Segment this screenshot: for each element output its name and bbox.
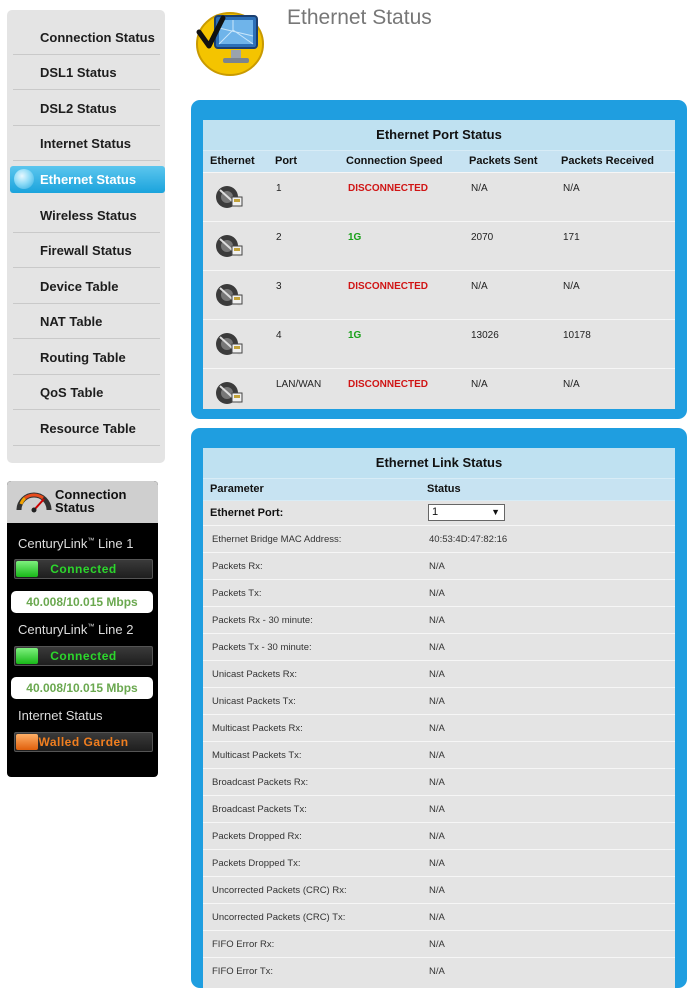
line2-status-badge: Connected <box>14 646 153 666</box>
parameter-value: N/A <box>429 750 445 761</box>
ethernet-cable-icon <box>212 278 246 312</box>
ethernet-cable-icon <box>212 376 246 410</box>
sidebar-item-label: Connection Status <box>40 29 155 45</box>
connection-status-widget <box>7 481 158 777</box>
table-row <box>203 660 675 687</box>
ethernet-cable-icon <box>212 180 246 214</box>
parameter-label: FIFO Error Rx: <box>212 939 275 950</box>
sidebar-item-label: Wireless Status <box>40 207 137 223</box>
sidebar-nav <box>7 10 165 463</box>
sidebar-item-resource-table[interactable] <box>13 411 160 446</box>
widget-header <box>7 481 158 523</box>
parameter-label: Multicast Packets Rx: <box>212 723 303 734</box>
widget-title: Connection Status <box>55 487 127 515</box>
parameter-label: Ethernet Bridge MAC Address: <box>212 534 342 545</box>
column-header: Status <box>427 483 461 495</box>
sidebar-item-label: Ethernet Status <box>40 172 137 187</box>
table-row <box>203 579 675 606</box>
sidebar-item-label: Resource Table <box>40 420 136 436</box>
sidebar-item-label: QoS Table <box>40 384 104 400</box>
parameter-label: Multicast Packets Tx: <box>212 750 302 761</box>
page-title: Ethernet Status <box>287 6 432 29</box>
packets-sent: N/A <box>471 281 488 292</box>
sidebar-item-nat-table[interactable] <box>13 304 160 339</box>
table-row <box>203 876 675 903</box>
packets-received: N/A <box>563 281 580 292</box>
parameter-label: Uncorrected Packets (CRC) Tx: <box>212 912 346 923</box>
status-led <box>16 734 38 750</box>
sidebar-item-label: Firewall Status <box>40 242 132 258</box>
ethernet-port-label: Ethernet Port: <box>210 507 284 519</box>
connection-speed: 1G <box>348 232 362 243</box>
speedometer-icon <box>16 489 52 513</box>
connection-speed: DISCONNECTED <box>348 183 429 194</box>
ethernet-cable-icon <box>212 229 246 263</box>
packets-received: 10178 <box>563 330 591 341</box>
globe-orb-icon <box>14 169 34 189</box>
parameter-value: 40:53:4D:47:82:16 <box>429 534 508 545</box>
sidebar-item-ethernet-status[interactable] <box>10 166 165 193</box>
ethernet-cable-icon <box>212 327 246 361</box>
parameter-value: N/A <box>429 588 445 599</box>
parameter-value: N/A <box>429 642 445 653</box>
table-header <box>203 478 675 500</box>
parameter-label: Packets Rx - 30 minute: <box>212 615 313 626</box>
table-row <box>203 368 675 417</box>
packets-sent: N/A <box>471 379 488 390</box>
line1-status-badge: Connected <box>14 559 153 579</box>
sidebar-item-label: DSL2 Status <box>40 100 117 116</box>
parameter-label: Packets Tx - 30 minute: <box>212 642 312 653</box>
parameter-label: Packets Rx: <box>212 561 263 572</box>
packets-received: 171 <box>563 232 580 243</box>
parameter-value: N/A <box>429 858 445 869</box>
table-header <box>203 150 675 172</box>
line1-label: CenturyLink™ Line 1 <box>18 536 134 551</box>
parameter-label: Unicast Packets Tx: <box>212 696 296 707</box>
parameter-value: N/A <box>429 615 445 626</box>
parameter-label: Packets Dropped Tx: <box>212 858 301 869</box>
table-row <box>203 714 675 741</box>
port-number: 4 <box>276 330 282 341</box>
parameter-value: N/A <box>429 804 445 815</box>
status-led <box>16 648 38 664</box>
sidebar-item-dsl1-status[interactable] <box>13 55 160 90</box>
sidebar-item-routing-table[interactable] <box>13 340 160 375</box>
connection-speed: DISCONNECTED <box>348 379 429 390</box>
parameter-value: N/A <box>429 912 445 923</box>
sidebar-item-label: DSL1 Status <box>40 64 117 80</box>
internet-status-badge: Walled Garden <box>14 732 153 752</box>
connection-speed: DISCONNECTED <box>348 281 429 292</box>
monitor-check-icon <box>193 6 267 76</box>
column-header: Port <box>275 155 297 167</box>
parameter-value: N/A <box>429 696 445 707</box>
parameter-value: N/A <box>429 831 445 842</box>
parameter-label: Broadcast Packets Tx: <box>212 804 307 815</box>
parameter-value: N/A <box>429 885 445 896</box>
line2-speed: 40.008/10.015 Mbps <box>11 677 153 699</box>
sidebar-item-internet-status[interactable] <box>13 126 160 161</box>
status-led <box>16 561 38 577</box>
sidebar-item-connection-status[interactable] <box>13 20 160 55</box>
table-row <box>203 687 675 714</box>
table-row <box>203 768 675 795</box>
ethernet-port-select[interactable] <box>428 504 505 521</box>
parameter-label: Uncorrected Packets (CRC) Rx: <box>212 885 347 896</box>
panel-title: Ethernet Port Status <box>203 120 675 150</box>
table-row <box>203 270 675 319</box>
packets-sent: N/A <box>471 183 488 194</box>
port-number: 2 <box>276 232 282 243</box>
packets-received: N/A <box>563 379 580 390</box>
select-value: 1 <box>432 506 439 518</box>
port-number: LAN/WAN <box>276 379 322 390</box>
table-row <box>203 633 675 660</box>
packets-sent: 13026 <box>471 330 499 341</box>
sidebar-item-label: Internet Status <box>40 135 132 151</box>
sidebar-item-wireless-status[interactable] <box>13 198 160 233</box>
parameter-label: Unicast Packets Rx: <box>212 669 297 680</box>
column-header: Ethernet <box>210 155 255 167</box>
dropdown-arrow-icon: ▼ <box>491 507 500 517</box>
port-number: 3 <box>276 281 282 292</box>
table-row <box>203 957 675 984</box>
parameter-value: N/A <box>429 939 445 950</box>
table-row <box>203 606 675 633</box>
parameter-label: Broadcast Packets Rx: <box>212 777 309 788</box>
table-row <box>203 849 675 876</box>
table-row <box>203 741 675 768</box>
column-header: Connection Speed <box>346 155 443 167</box>
sidebar-item-label: Routing Table <box>40 349 126 365</box>
sidebar-item-qos-table[interactable] <box>13 375 160 410</box>
parameter-label: Packets Tx: <box>212 588 262 599</box>
panel-title: Ethernet Link Status <box>203 448 675 478</box>
table-row <box>203 822 675 849</box>
packets-sent: 2070 <box>471 232 494 243</box>
connection-speed: 1G <box>348 330 362 341</box>
line1-speed: 40.008/10.015 Mbps <box>11 591 153 613</box>
column-header: Packets Sent <box>469 155 538 167</box>
sidebar-item-device-table[interactable] <box>13 269 160 304</box>
parameter-value: N/A <box>429 777 445 788</box>
parameter-value: N/A <box>429 669 445 680</box>
ethernet-link-status-panel <box>191 428 687 988</box>
line2-label: CenturyLink™ Line 2 <box>18 622 134 637</box>
internet-status-label: Internet Status <box>18 708 103 723</box>
table-row <box>203 319 675 368</box>
packets-received: N/A <box>563 183 580 194</box>
parameter-value: N/A <box>429 966 445 977</box>
ethernet-port-status-panel <box>191 100 687 419</box>
sidebar-item-label: Device Table <box>40 278 119 294</box>
parameter-label: Packets Dropped Rx: <box>212 831 302 842</box>
sidebar-item-dsl2-status[interactable] <box>13 91 160 126</box>
parameter-value: N/A <box>429 561 445 572</box>
table-row <box>203 930 675 957</box>
table-row <box>203 795 675 822</box>
port-number: 1 <box>276 183 282 194</box>
column-header: Parameter <box>210 483 264 495</box>
ethernet-port-row <box>203 500 675 525</box>
column-header: Packets Received <box>561 155 654 167</box>
table-row <box>203 903 675 930</box>
parameter-label: FIFO Error Tx: <box>212 966 274 977</box>
table-row <box>203 525 675 552</box>
table-row <box>203 552 675 579</box>
table-row <box>203 221 675 270</box>
table-row <box>203 172 675 221</box>
parameter-value: N/A <box>429 723 445 734</box>
sidebar-item-label: NAT Table <box>40 313 103 329</box>
sidebar-item-firewall-status[interactable] <box>13 233 160 268</box>
